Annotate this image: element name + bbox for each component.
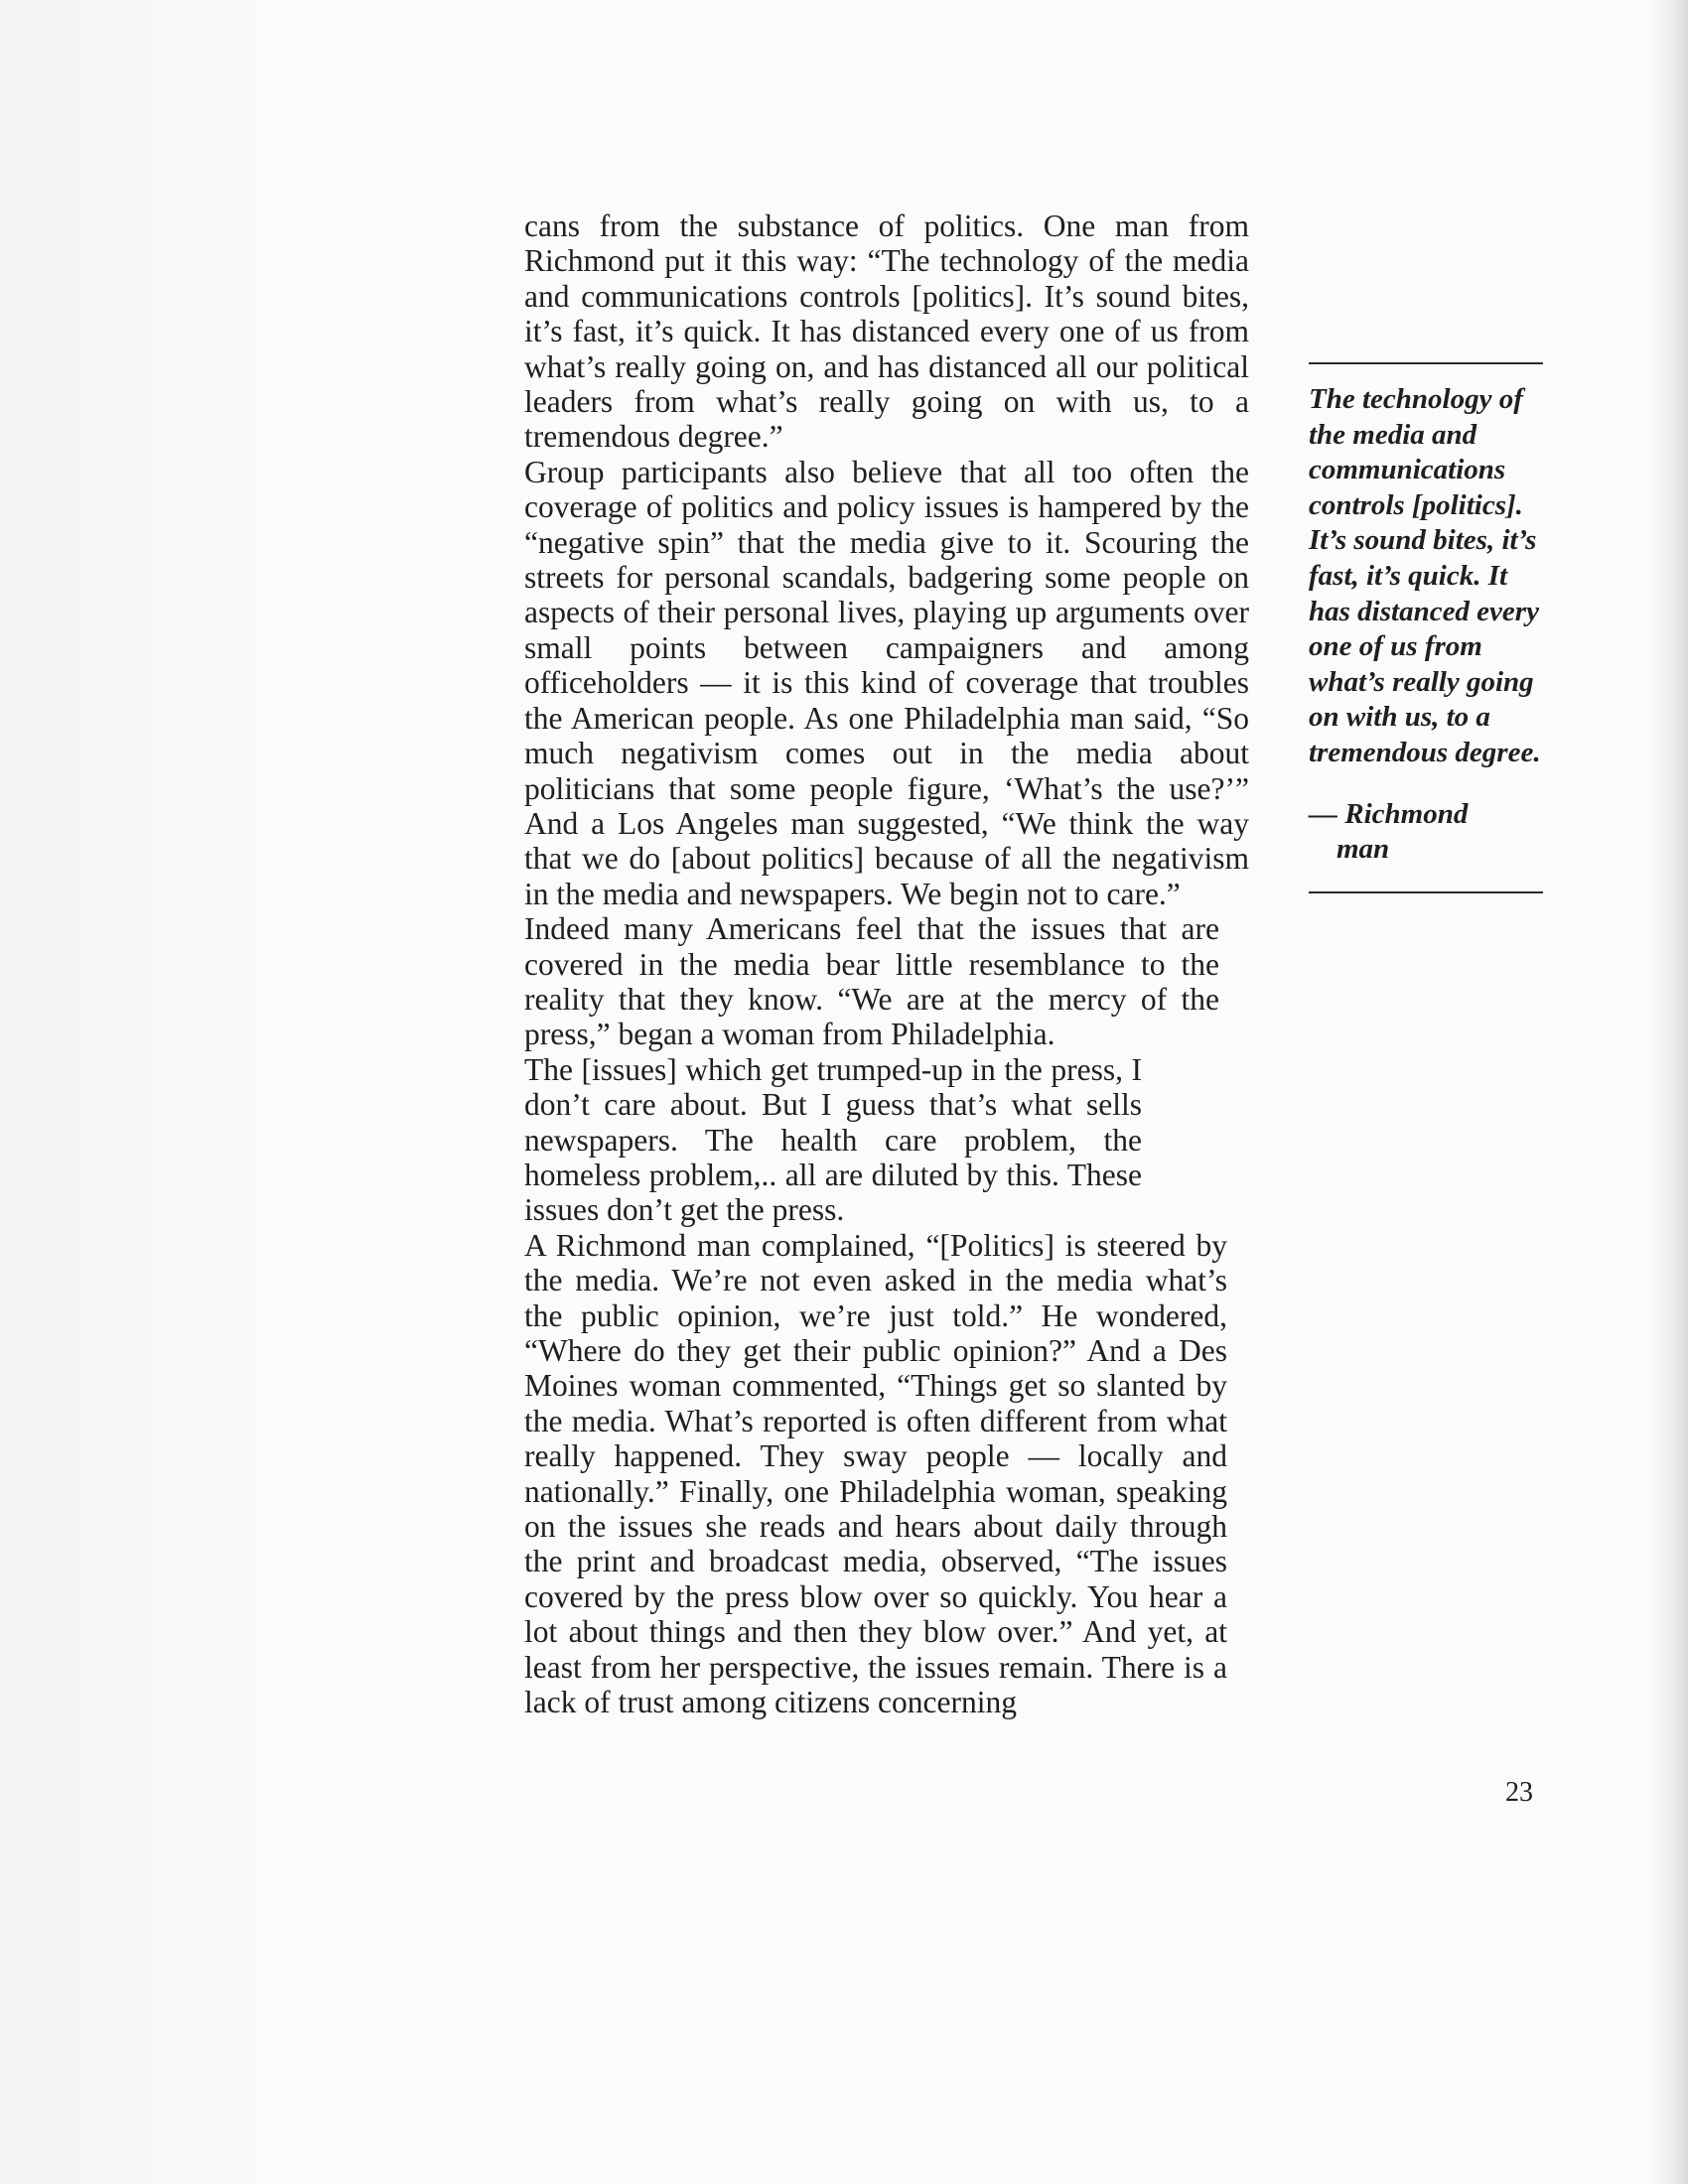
body-paragraph: Group participants also believe that all too often the coverage of politics and policy issues is hampered by the “negative spin” that the media give to it. Scouring the streets for personal scandals, badgering some people on aspects of their personal lives, playing up arguments over small points between campaigners and among officeholders — it is this kind of coverage that troubles the American people. As one Philadelphia man said, “So much negativism comes out in the media about politicians that some people figure, ‘What’s the use?’” And a Los Angeles man suggested, “We think the way that we do [about politics] because of all the negativism in the media and newspapers. We begin not to care.” (524, 454, 1249, 911)
main-text-column (524, 208, 1249, 1719)
attribution-line-1: — Richmond (1309, 797, 1469, 830)
pull-quote-top-rule (1309, 362, 1543, 364)
pull-quote-text: The technology of the media and communications controls [politics]. It’s sound bites, it’s fast, it’s quick. It has distanced every one of us from what’s really going on with us, to a tremendous degree. (1309, 383, 1541, 768)
scan-shadow-right (1648, 0, 1688, 2184)
scan-shadow-left (0, 0, 278, 2184)
body-paragraph: A Richmond man complained, “[Politics] is steered by the media. We’re not even asked in the media what’s the public opinion, we’re just told.” He wondered, “Where do they get their public opinion?” And a Des Moines woman commented, “Things get so slanted by the media. What’s reported is often different from what really happened. They sway people — locally and nationally.” Finally, one Philadelphia woman, speaking on the issues she reads and hears about daily through the print and broadcast media, observed, “The issues covered by the press blow over so quickly. You hear a lot about things and then they blow over.” And yet, at least from her perspective, the issues remain. There is a lack of trust among citizens concerning (524, 1227, 1227, 1720)
attribution-line-2: man (1336, 833, 1390, 866)
pull-quote-attribution (1309, 797, 1555, 868)
body-paragraph: Indeed many Americans feel that the issues that are covered in the media bear little resemblance to the reality that they know. “We are at the mercy of the press,” began a woman from Philadelphia. (524, 911, 1219, 1052)
block-quote: The [issues] which get trumped-up in the press, I don’t care about. But I guess that’s what sells newspapers. The health care problem, the homeless problem,.. all are diluted by this. These issues don’t get the press. (524, 1051, 1142, 1228)
page-number: 23 (1505, 1777, 1533, 1808)
pull-quote-bottom-rule (1309, 891, 1543, 893)
pull-quote-sidebar (1309, 362, 1555, 893)
body-paragraph: cans from the substance of politics. One man from Richmond put it this way: “The technology of the media and communications controls [politics]. It’s sound bites, it’s fast, it’s quick. It has distanced every one of us from what’s really going on, and has distanced all our political leaders from what’s really going on with us, to a tremendous degree.” (524, 208, 1249, 455)
